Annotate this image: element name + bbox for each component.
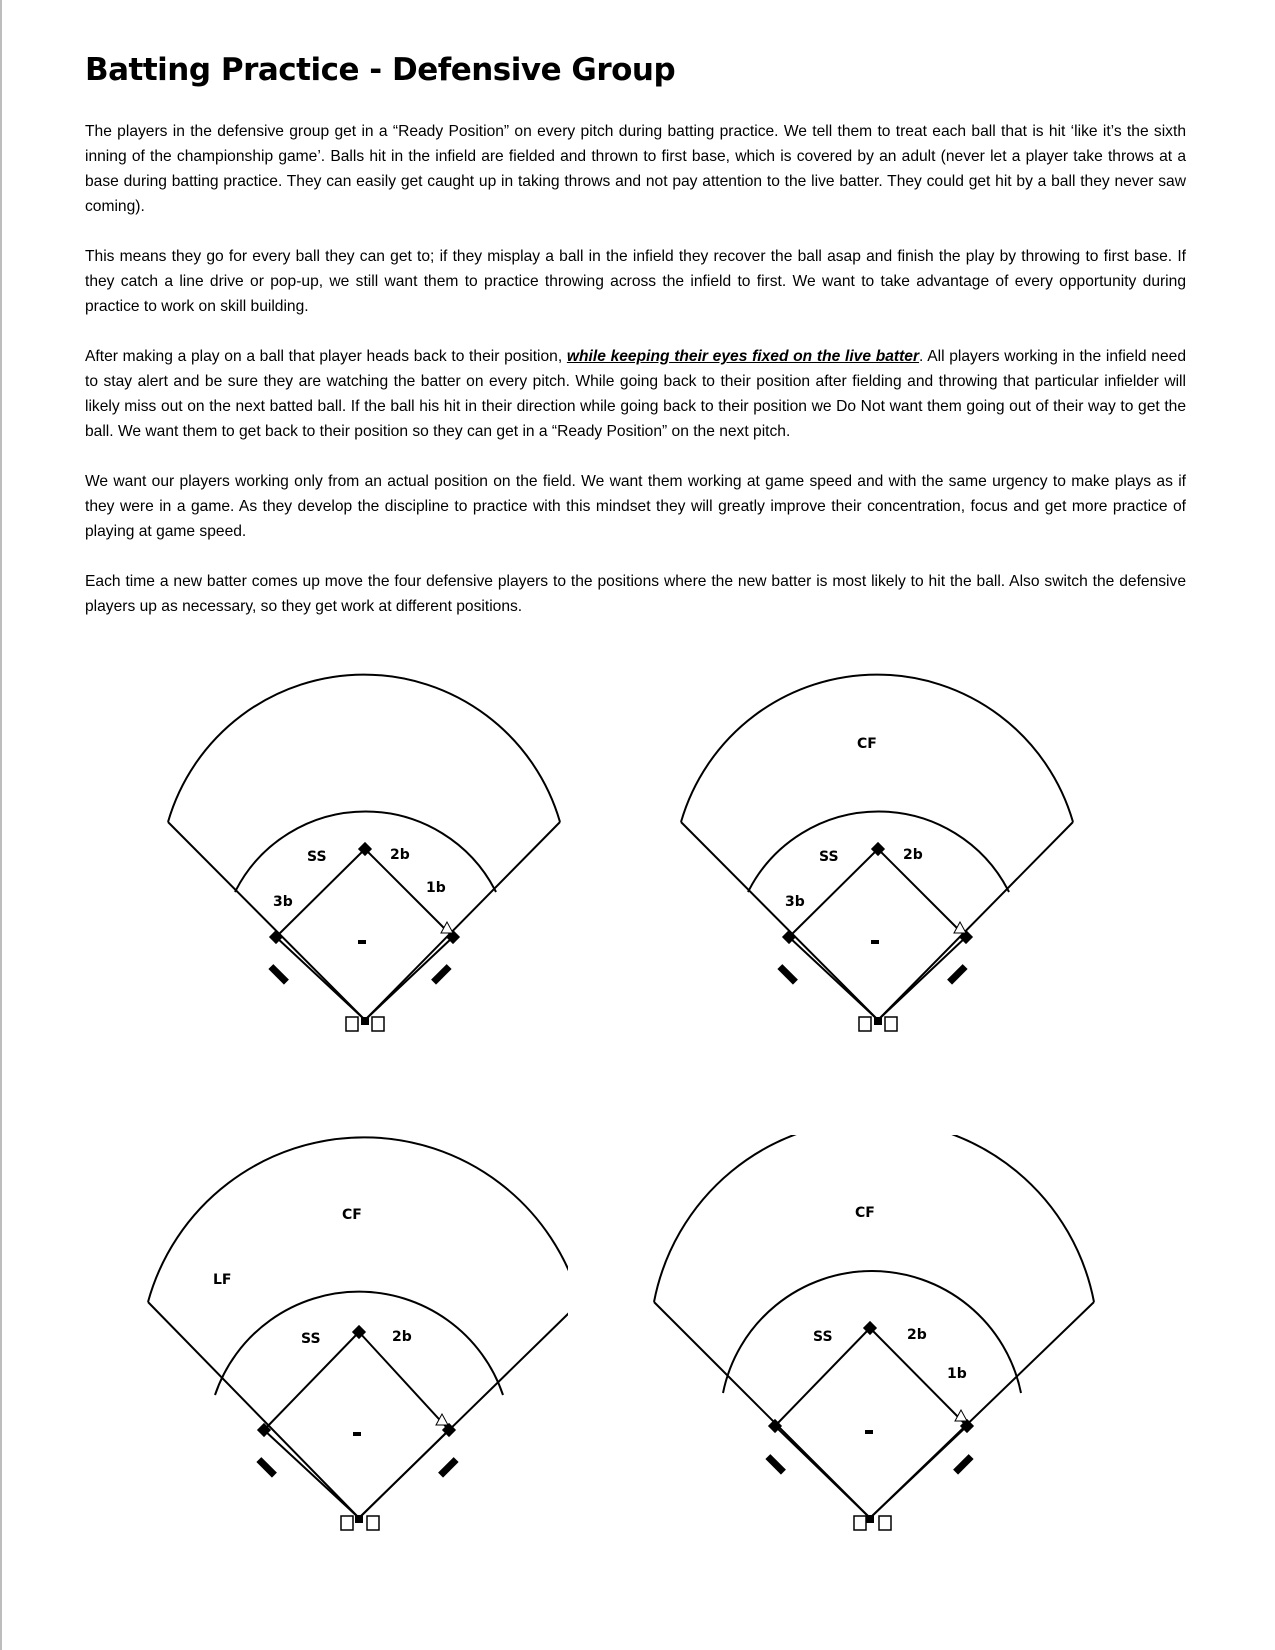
batter-box-right xyxy=(372,1017,384,1031)
field-diagram-1 xyxy=(140,670,600,1100)
pitcher-rubber xyxy=(865,1430,873,1434)
field-diagram-3 xyxy=(140,1135,568,1615)
pitcher-rubber xyxy=(871,940,879,944)
p3-emphasis: while keeping their eyes fixed on the live batter xyxy=(566,348,920,365)
label-cf: CF xyxy=(342,1207,362,1223)
paragraph-new-batter: Each time a new batter comes up move the four defensive players to the positions where the new batter is most likely to hit the ball. Also switch the defensive players up as necessary, so they get work at different positions. xyxy=(85,573,1186,615)
batter-box-left xyxy=(859,1017,871,1031)
batter-box-right xyxy=(879,1516,891,1530)
batter-box-right xyxy=(367,1516,379,1530)
label-2b: 2b xyxy=(392,1329,412,1345)
field-diagram-2 xyxy=(653,670,1113,1100)
label-cf: CF xyxy=(857,736,877,752)
label-ss: SS xyxy=(813,1329,833,1345)
label-2b: 2b xyxy=(907,1327,927,1343)
third-base-coach-box xyxy=(268,964,289,985)
base-path xyxy=(775,1426,870,1518)
batter-box-right xyxy=(885,1017,897,1031)
home-plate xyxy=(355,1515,363,1523)
third-base-coach-box xyxy=(256,1457,277,1478)
pitcher-rubber xyxy=(358,940,366,944)
pitcher-rubber xyxy=(353,1432,361,1436)
label-1b: 1b xyxy=(947,1366,967,1382)
base-path xyxy=(359,1430,449,1518)
p3-text-end: . All players working in the infield need to stay alert and be sure they are watching the batter on every pitch. While going back to their position after fielding and throwing that particular infielder will likely miss out on the next batted ball. If the ball his hit in their direction while going back to their position we Do Not want them going out of their way to get the ball. We want them to get back to their position so they can get in a “Ready Position” on the next pitch. xyxy=(85,348,1186,440)
adult-first-base-triangle xyxy=(436,1414,448,1425)
third-base-coach-box xyxy=(777,964,798,985)
page-title: Batting Practice - Defensive Group xyxy=(85,52,676,88)
paragraph-ready-position: The players in the defensive group get in a “Ready Position” on every pitch during batting practice. We tell them to treat each ball that is hit ‘like it’s the sixth inning of the championship game’. Balls hit in the infield are fielded and thrown to first base, which is covered by an adult (never let a player take throws at a base during batting practice. They can easily get caught up in taking throws and not pay attention to the live batter. They could get hit by a ball they never saw coming). xyxy=(85,123,1186,215)
infield-arc xyxy=(215,1292,503,1395)
left-field-foul-line xyxy=(681,822,878,1020)
first-base-coach-box xyxy=(947,964,968,985)
paragraph-return-to-position xyxy=(85,344,1186,444)
base-path xyxy=(870,1426,967,1518)
label-ss: SS xyxy=(301,1331,321,1347)
p3-text-start: After making a play on a ball that player heads back to their position, xyxy=(85,348,567,365)
label-3b: 3b xyxy=(273,894,293,910)
base-path xyxy=(264,1430,359,1518)
home-plate xyxy=(866,1515,874,1523)
base-path xyxy=(276,937,365,1020)
label-lf: LF xyxy=(213,1272,232,1288)
first-base-coach-box xyxy=(431,964,452,985)
batter-box-left xyxy=(854,1516,866,1530)
left-field-foul-line xyxy=(168,822,365,1020)
label-ss: SS xyxy=(819,849,839,865)
home-plate xyxy=(874,1017,882,1025)
batter-box-left xyxy=(341,1516,353,1530)
field-diagram-4 xyxy=(648,1135,1101,1615)
label-cf: CF xyxy=(855,1205,875,1221)
paragraph-every-ball: This means they go for every ball they can get to; if they misplay a ball in the infield they recover the ball asap and finish the play by throwing to first base. If they catch a line drive or pop-up, we still want them to practice throwing across the infield to first. We want to take advantage of every opportunity during practice to work on skill building. xyxy=(85,248,1186,315)
third-base-coach-box xyxy=(765,1454,786,1475)
page-left-border xyxy=(0,0,2,1650)
batter-box-left xyxy=(346,1017,358,1031)
outfield-fence-arc xyxy=(168,675,560,822)
label-2b: 2b xyxy=(903,847,923,863)
first-base-coach-box xyxy=(438,1457,459,1478)
paragraph-game-speed: We want our players working only from an actual position on the field. We want them working at game speed and with the same urgency to make plays as if they were in a game. As they develop the discipline to practice with this mindset they will greatly improve their concentration, focus and get more practice of playing at game speed. xyxy=(85,473,1186,540)
body-text xyxy=(85,119,1186,644)
base-path xyxy=(789,937,878,1020)
label-2b: 2b xyxy=(390,847,410,863)
label-1b: 1b xyxy=(426,880,446,896)
first-base-coach-box xyxy=(953,1454,974,1475)
label-3b: 3b xyxy=(785,894,805,910)
outfield-fence-arc xyxy=(681,675,1073,822)
home-plate xyxy=(361,1017,369,1025)
base-path xyxy=(359,1332,449,1430)
label-ss: SS xyxy=(307,849,327,865)
